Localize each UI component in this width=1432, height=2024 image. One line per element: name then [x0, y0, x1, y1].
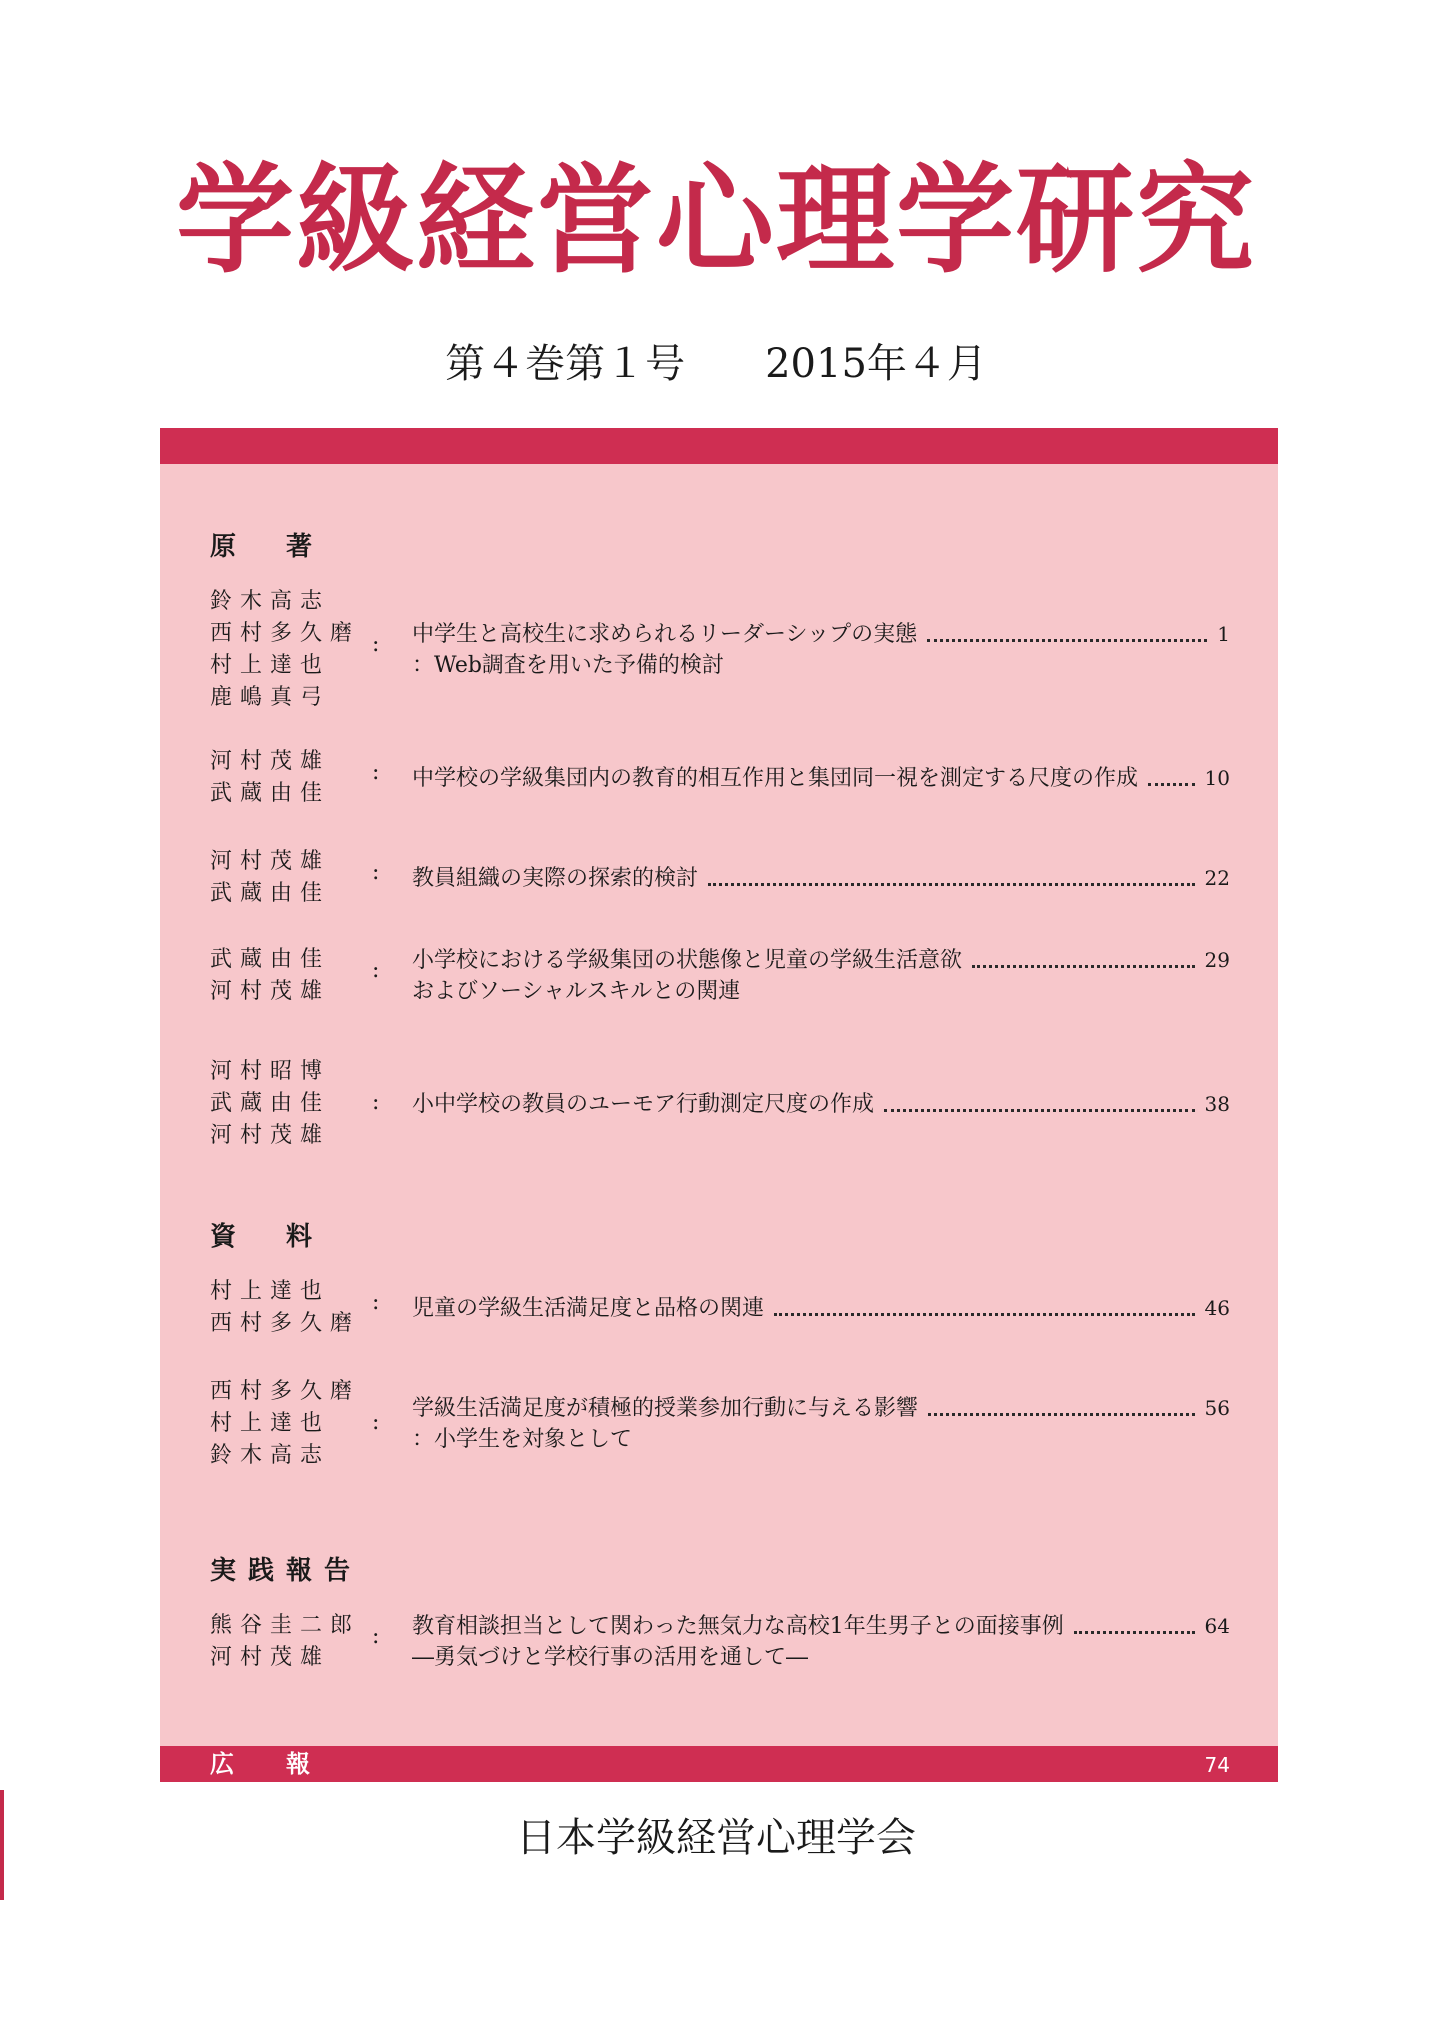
colon-mark: :	[372, 958, 380, 983]
author-list	[210, 1376, 390, 1472]
dot-leader	[1148, 783, 1195, 786]
section-heading: 資 料	[210, 1222, 325, 1252]
dot-leader	[927, 639, 1207, 642]
dot-leader	[1074, 1631, 1195, 1634]
author-list	[210, 944, 390, 1008]
promo-band[interactable]	[160, 1746, 1278, 1782]
author: 西村多久磨	[210, 1311, 361, 1336]
page-number: 1	[1217, 622, 1230, 646]
dot-leader	[928, 1413, 1195, 1416]
colon-mark: :	[372, 632, 380, 657]
title-line: 中学生と高校生に求められるリーダーシップの実態	[412, 622, 918, 647]
page-number: 10	[1204, 766, 1230, 790]
author: 河村茂雄	[210, 1645, 331, 1670]
colon-mark: :	[372, 760, 380, 785]
author-list	[210, 746, 390, 810]
dot-leader	[884, 1109, 1195, 1112]
promo-page-number: 74	[1204, 1753, 1230, 1777]
panel-top-band	[160, 428, 1278, 464]
issue-line	[0, 338, 1432, 390]
author: 村上達也	[210, 1279, 331, 1304]
colon-mark: :	[372, 1624, 380, 1649]
publisher-name: 日本学級経営心理学会	[516, 1815, 916, 1861]
page-number: 22	[1204, 866, 1230, 890]
article-title[interactable]	[412, 944, 1230, 1008]
section-heading: 実践報告	[210, 1556, 363, 1586]
author-list	[210, 1276, 390, 1340]
author-list	[210, 1610, 390, 1674]
title-line: 教員組織の実際の探索的検討	[412, 866, 699, 891]
title-line: およびソーシャルスキルとの関連	[412, 979, 741, 1004]
author: 西村多久磨	[210, 1379, 361, 1404]
dot-leader	[774, 1313, 1195, 1316]
author: 武蔵由佳	[210, 881, 331, 906]
article-title[interactable]	[412, 762, 1230, 794]
promo-label: 広 報	[210, 1750, 324, 1778]
dot-leader	[972, 965, 1195, 968]
author: 西村多久磨	[210, 621, 361, 646]
page-number: 64	[1204, 1614, 1230, 1638]
article-title[interactable]	[412, 1392, 1230, 1456]
title-line: ：Web調査を用いた予備的検討	[412, 653, 724, 678]
article-title[interactable]	[412, 618, 1230, 682]
author: 武蔵由佳	[210, 781, 331, 806]
author-list	[210, 586, 390, 714]
author-list	[210, 1056, 390, 1152]
article-title[interactable]	[412, 1610, 1230, 1674]
article-title[interactable]	[412, 862, 1230, 894]
author: 河村茂雄	[210, 849, 331, 874]
article-title[interactable]	[412, 1088, 1230, 1120]
author: 河村茂雄	[210, 749, 331, 774]
page-number: 29	[1204, 948, 1230, 972]
colon-mark: :	[372, 1410, 380, 1435]
page-number: 38	[1204, 1092, 1230, 1116]
author: 河村昭博	[210, 1059, 331, 1084]
author: 武蔵由佳	[210, 947, 331, 972]
section-heading: 原 著	[210, 532, 325, 562]
page-number: 56	[1204, 1396, 1230, 1420]
title-line: ：小学生を対象として	[412, 1427, 633, 1452]
author: 河村茂雄	[210, 979, 331, 1004]
title-line: 児童の学級生活満足度と品格の関連	[412, 1296, 765, 1321]
author: 村上達也	[210, 1411, 331, 1436]
title-line: 教育相談担当として関わった無気力な高校1年生男子との面接事例	[412, 1614, 1064, 1639]
author: 鈴木高志	[210, 1443, 331, 1468]
author-list	[210, 846, 390, 910]
colon-mark: :	[372, 1290, 380, 1315]
author: 鹿嶋真弓	[210, 685, 331, 710]
author: 鈴木高志	[210, 589, 331, 614]
journal-title: 学級経営心理学研究	[175, 151, 1256, 289]
dot-leader	[708, 883, 1195, 886]
author: 村上達也	[210, 653, 331, 678]
title-line: 中学校の学級集団内の教育的相互作用と集団同一視を測定する尺度の作成	[412, 766, 1139, 791]
title-line: 学級生活満足度が積極的授業参加行動に与える影響	[412, 1396, 919, 1421]
page-number: 46	[1204, 1296, 1230, 1320]
article-title[interactable]	[412, 1292, 1230, 1324]
issue-date: 2015年４月	[765, 341, 987, 387]
colon-mark: :	[372, 860, 380, 885]
title-line: 小学校における学級集団の状態像と児童の学級生活意欲	[412, 948, 963, 973]
title-line: ―勇気づけと学校行事の活用を通して―	[412, 1645, 809, 1670]
colon-mark: :	[372, 1090, 380, 1115]
contents-panel	[160, 428, 1278, 1782]
author: 熊谷圭二郎	[210, 1613, 361, 1638]
issue-volume: 第４巻第１号	[445, 341, 686, 387]
author: 武蔵由佳	[210, 1091, 331, 1116]
author: 河村茂雄	[210, 1123, 331, 1148]
title-line: 小中学校の教員のユーモア行動測定尺度の作成	[412, 1092, 875, 1117]
